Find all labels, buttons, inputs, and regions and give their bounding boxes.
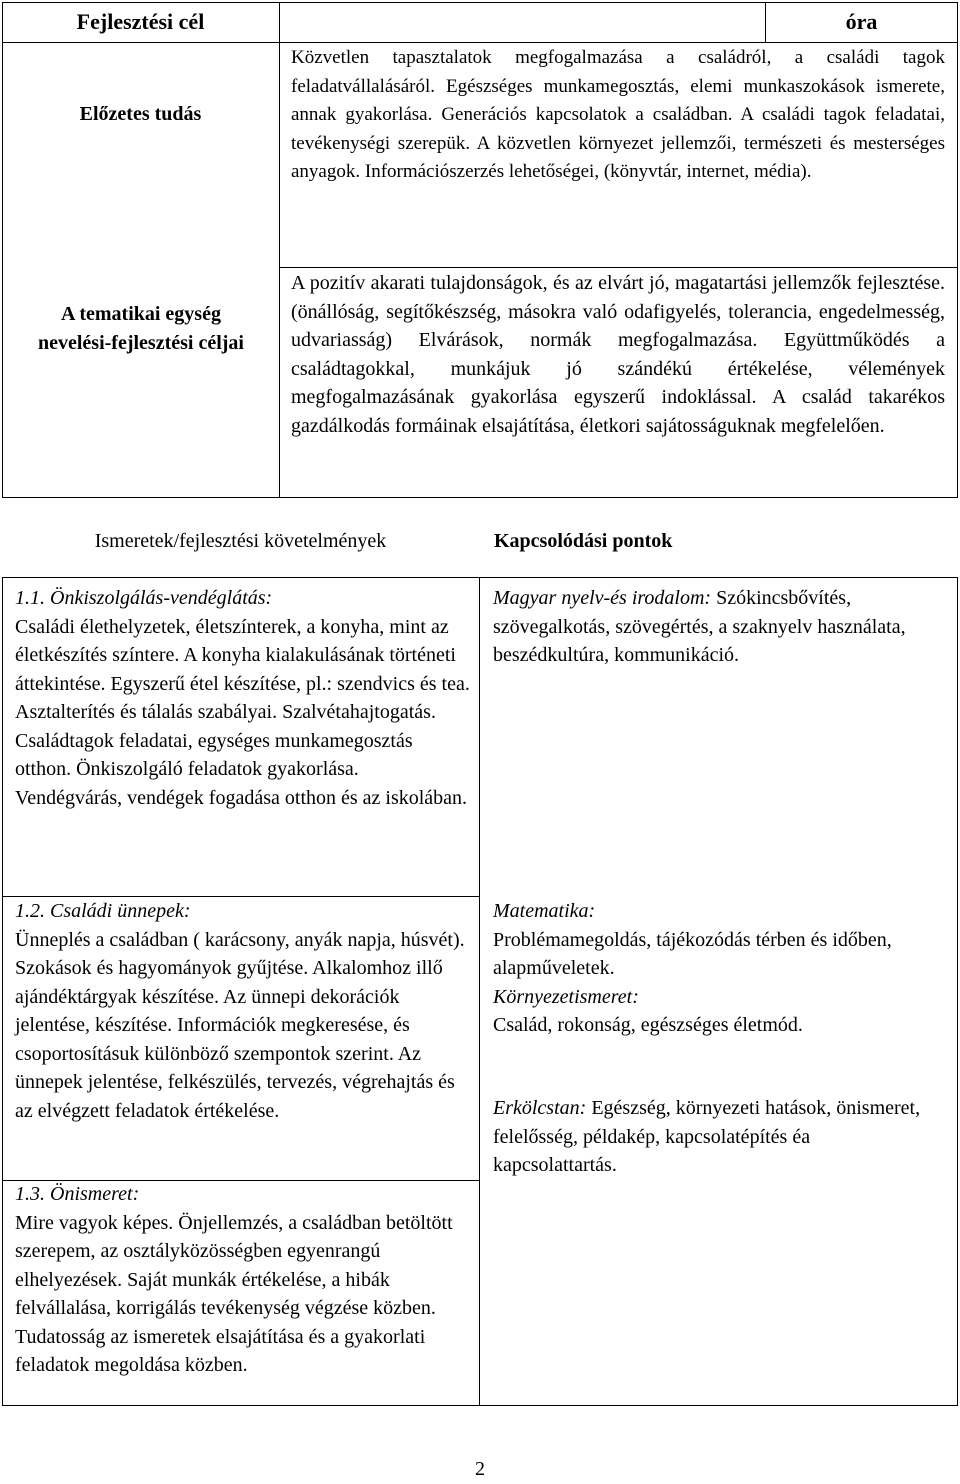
link-subject: Környezetismeret:	[493, 985, 639, 1008]
prior-knowledge-label: Előzetes tudás	[79, 103, 202, 125]
link-subject: Matematika:	[493, 900, 596, 922]
section-text: Családi élethelyzetek, életszínterek, a konyha, mint az életkészítés színtere. A konyha kialakulásának történeti áttekintése. Egyszerű étel készítése, pl.: szendvics és tea. Asztalterítés és tálalás szabályai. Szalvétahajtogatás. Családtagok feladatai, egységes munkamegosztás otthon. Önkiszolgáló feladatok gyakorlása. Vendégvárás, vendégek fogadása otthon és az iskolában.	[15, 615, 470, 809]
section-1-3	[15, 1180, 470, 1380]
link-ethics	[493, 1094, 938, 1180]
link-subject: Magyar nyelv-és irodalom:	[493, 587, 712, 609]
section-1-1	[15, 584, 470, 812]
link-text: Szókincsbővítés, szövegalkotás, szövegértés, a szaknyelv használata, beszédkultúra, kommunikáció.	[493, 587, 906, 666]
top-table-divider	[279, 2, 280, 498]
section-text: Mire vagyok képes. Önjellemzés, a családban betöltött szerepem, az osztályközösségben egyenrangú elhelyezések. Saját munkák értékelése, a hibák felvállalása, korrigálás tevékenység végzése közben. Tudatosság az ismeretek elsajátítása és a gyakorlati feladatok megoldása közben.	[15, 1211, 453, 1376]
content-table-divider	[479, 577, 480, 1406]
prior-knowledge-text: Közvetlen tapasztalatok megfogalmazása a családról, a családi tagok feladatvállalásáról. Egészséges munkamegosztás, elemi munkaszokások ismerete, annak gyakorlása. Generációs kapcsolatok a családban. A családi tagok feladatai, tevékenységi szerepük. A közvetlen környezet jellemzői, természeti és mesterséges anyagok. Információszerzés lehetőségei, (könyvtár, internet, média).	[291, 47, 945, 182]
goals-text: A pozitív akarati tulajdonságok, és az elvárt jó, magatartási jellemzők fejlesztése. (önállóság, segítőkészség, másokra való odafigyelés, tolerancia, engedelmesség, udvariasság) Elvárások, normák megfogalmazása. Együttműködés a családtagokkal, munkájuk jó szándékú értékelése, vélemények megfogalmazásának gyakorlása egyszerű indoklással. A család takarékos gazdálkodás formáinak elsajátítása, életkori sajátosságuknak megfelelően.	[291, 272, 945, 437]
link-text: Problémamegoldás, tájékozódás térben és időben, alapműveletek.	[493, 928, 892, 979]
header-hour: óra	[845, 9, 878, 34]
section-1-2	[15, 897, 470, 1125]
link-subject: Erkölcstan:	[493, 1097, 587, 1119]
page-number: 2	[475, 1458, 485, 1480]
top-table-header-line	[2, 42, 958, 43]
links-column-header: Kapcsolódási pontok	[494, 530, 673, 552]
link-text: Egészség, környezeti hatások, önismeret, felelősség, példakép, kapcsolatépítés éa kapcsolattartás.	[493, 1097, 921, 1176]
section-title: 1.3. Önismeret:	[15, 1183, 140, 1205]
link-text: Család, rokonság, egészséges életmód.	[493, 1014, 803, 1036]
link-math	[493, 897, 938, 1040]
section-title: 1.1. Önkiszolgálás-vendéglátás:	[15, 587, 273, 609]
section-text: Ünneplés a családban ( karácsony, anyák napja, húsvét). Szokások és hagyományok gyűjtése. Alkalomhoz illő ajándéktárgyak készítése. Az ünnepi dekorációk jelentése, készítése. Információk megkeresése, és csoportosításuk különböző szempontok szerint. Az ünnepek jelentése, felkészülés, tervezés, végrehajtás és az elvégzett feladatok értékelése.	[15, 928, 465, 1122]
top-table-row-line	[279, 267, 958, 268]
goals-label: A tematikai egység nevelési-fejlesztési céljai	[37, 303, 244, 354]
header-development-goal: Fejlesztési cél	[76, 9, 205, 34]
knowledge-column-header: Ismeretek/fejlesztési követelmények	[94, 530, 387, 552]
section-title: 1.2. Családi ünnepek:	[15, 900, 191, 922]
link-hungarian	[493, 584, 938, 670]
